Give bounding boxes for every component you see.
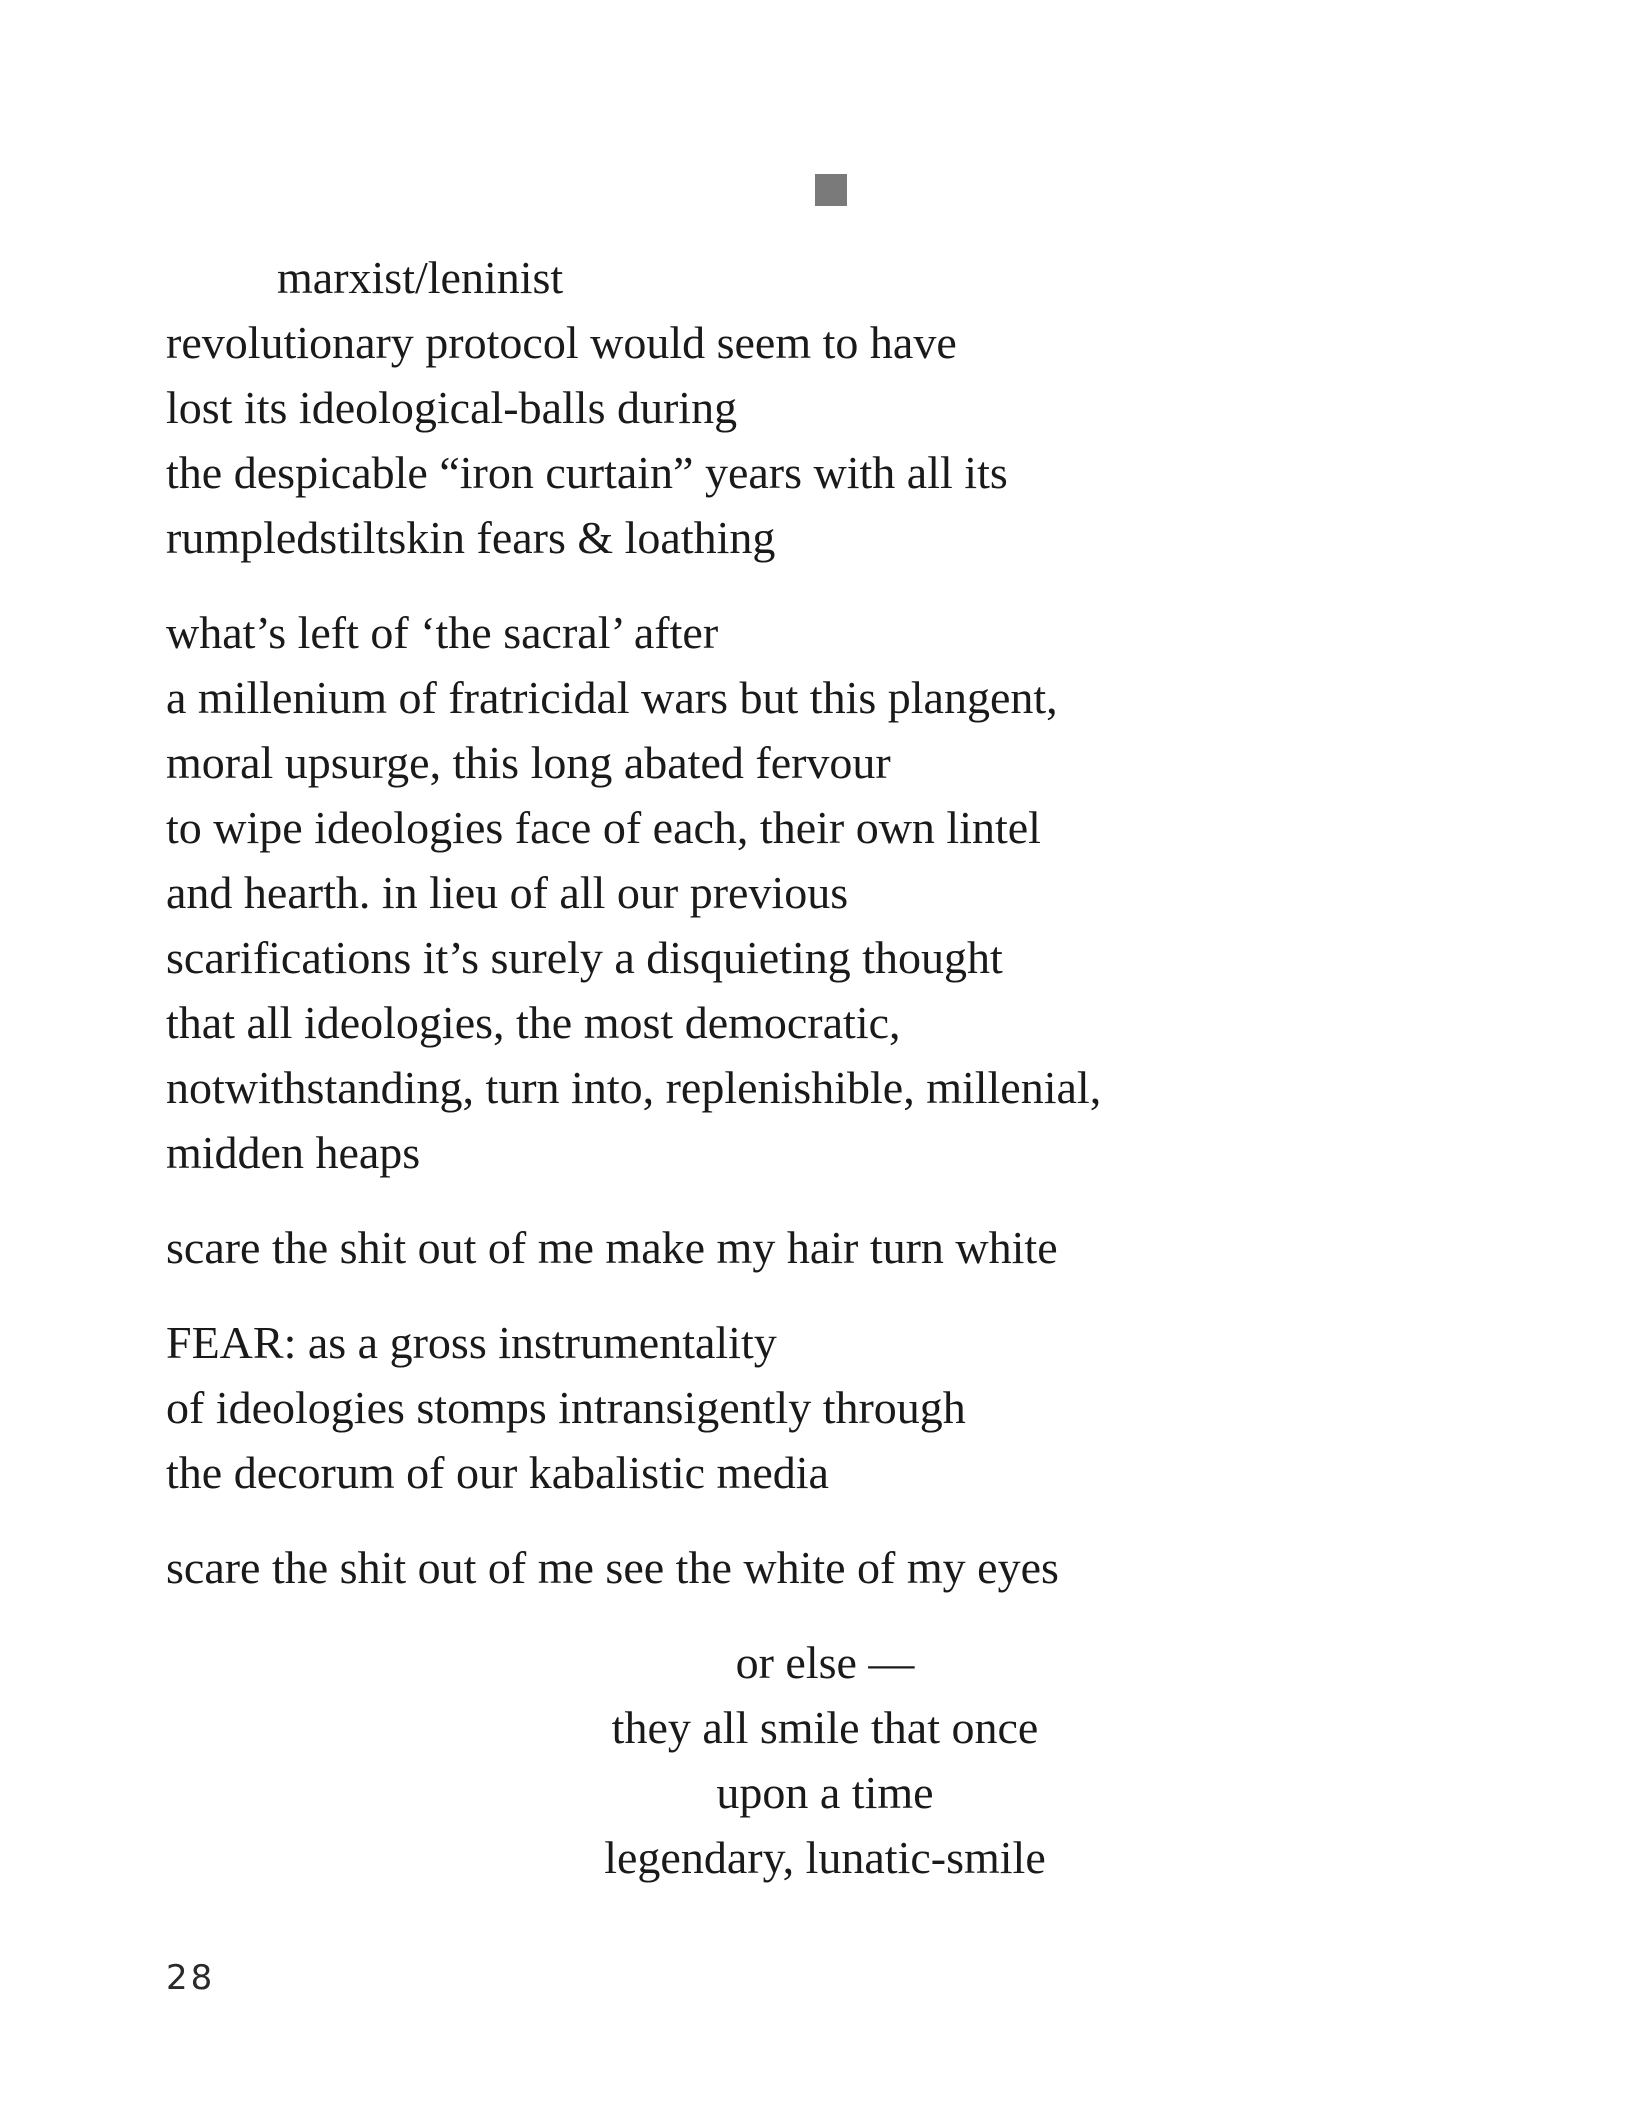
stanza-3 bbox=[166, 1215, 1486, 1280]
stanza-2 bbox=[166, 600, 1486, 1185]
stanza-5 bbox=[166, 1535, 1486, 1600]
poem-line: marxist/leninist bbox=[277, 252, 564, 303]
closing-stanza bbox=[0, 1630, 1650, 1890]
poem-line: they all smile that once bbox=[611, 1702, 1039, 1753]
poem-body bbox=[166, 245, 1486, 1630]
stanza-4 bbox=[166, 1310, 1486, 1505]
poem-line: scare the shit out of me make my hair turn white bbox=[166, 1222, 1058, 1273]
poem-line: to wipe ideologies face of each, their own lintel bbox=[166, 802, 1041, 853]
poem-line: legendary, lunatic-smile bbox=[604, 1832, 1046, 1883]
poem-line: midden heaps bbox=[166, 1127, 421, 1178]
poem-line: FEAR: as a gross instrumentality bbox=[166, 1317, 777, 1368]
poem-line: revolutionary protocol would seem to have bbox=[166, 317, 957, 368]
poem-line: moral upsurge, this long abated fervour bbox=[166, 737, 891, 788]
poem-line: what’s left of ‘the sacral’ after bbox=[166, 607, 719, 658]
poem-line: of ideologies stomps intransigently through bbox=[166, 1382, 966, 1433]
poem-line: and hearth. in lieu of all our previous bbox=[166, 867, 849, 918]
poem-line: the despicable “iron curtain” years with all its bbox=[166, 447, 1008, 498]
page-number: 28 bbox=[166, 1958, 216, 1998]
square-ornament-icon bbox=[815, 174, 847, 206]
poem-line: lost its ideological-balls during bbox=[166, 382, 738, 433]
poem-line: rumpledstiltskin fears & loathing bbox=[166, 512, 776, 563]
poem-line: scarifications it’s surely a disquieting thought bbox=[166, 932, 1003, 983]
poem-line: scare the shit out of me see the white of my eyes bbox=[166, 1542, 1059, 1593]
stanza-1 bbox=[166, 245, 1486, 570]
poem-line: a millenium of fratricidal wars but this plangent, bbox=[166, 672, 1058, 723]
poem-line: notwithstanding, turn into, replenishible, millenial, bbox=[166, 1062, 1102, 1113]
poem-line: the decorum of our kabalistic media bbox=[166, 1447, 829, 1498]
poem-line: or else — bbox=[735, 1637, 915, 1688]
poem-line: that all ideologies, the most democratic, bbox=[166, 997, 901, 1048]
poem-line: upon a time bbox=[716, 1767, 934, 1818]
